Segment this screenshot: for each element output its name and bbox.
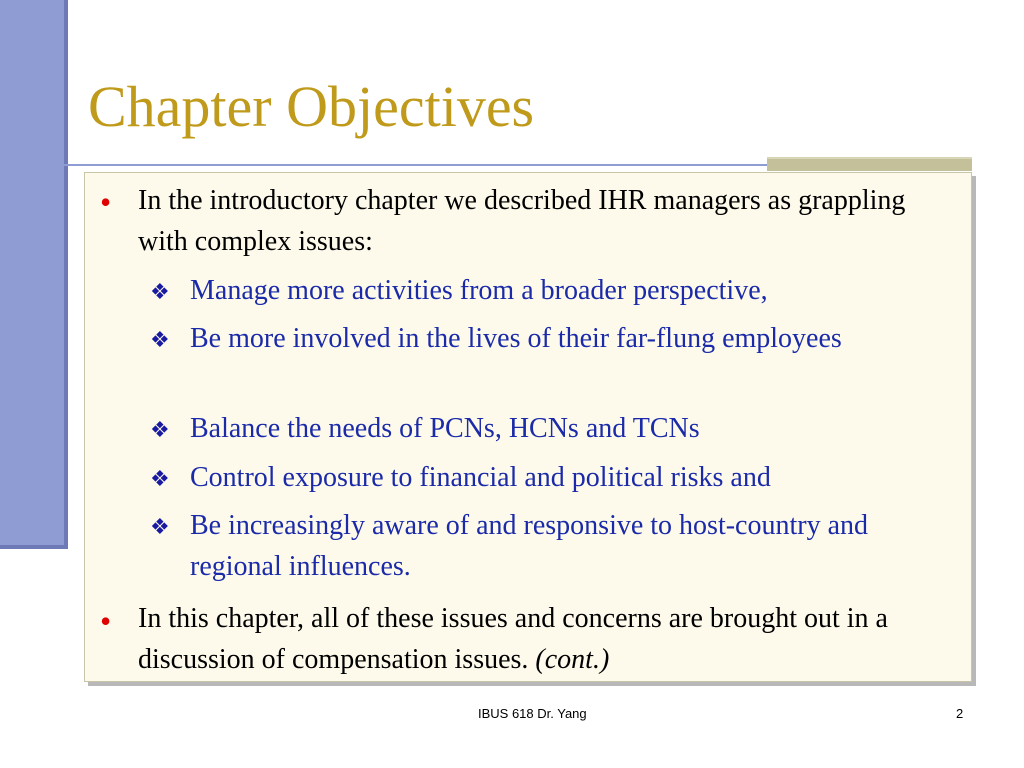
slide-title: Chapter Objectives <box>88 74 535 139</box>
footer-text: IBUS 618 Dr. Yang <box>478 706 587 721</box>
page-number: 2 <box>956 706 964 721</box>
bullet-text: In this chapter, all of these issues and concerns are brought out in a discussion of compensation issues. <box>138 603 888 675</box>
sub-bullet-text: Manage more activities from a broader perspective, <box>190 275 768 306</box>
bullet-marker: • <box>100 603 112 639</box>
sub-bullet-text: Be more involved in the lives of their far-flung employees <box>190 323 842 354</box>
bullet-marker: • <box>100 184 112 220</box>
sub-bullet-marker: ❖ <box>150 466 170 491</box>
sub-bullet-marker: ❖ <box>150 327 170 352</box>
sub-bullet-marker: ❖ <box>150 279 170 304</box>
bullet-text-with-suffix <box>138 598 948 680</box>
sub-bullet-text: Control exposure to financial and political risks and <box>190 462 771 493</box>
sub-bullet-marker: ❖ <box>150 417 170 442</box>
sub-bullet-marker: ❖ <box>150 514 170 539</box>
bullet-text: In the introductory chapter we described IHR managers as grappling with complex issues: <box>138 185 906 257</box>
accent-block <box>767 157 972 171</box>
left-sidebar-bar <box>0 0 68 549</box>
sub-bullet-text: Be increasingly aware of and responsive to host-country and regional influences. <box>190 510 869 582</box>
sub-bullet-text: Balance the needs of PCNs, HCNs and TCNs <box>190 413 700 444</box>
bullet-cont-note: (cont.) <box>535 644 610 675</box>
